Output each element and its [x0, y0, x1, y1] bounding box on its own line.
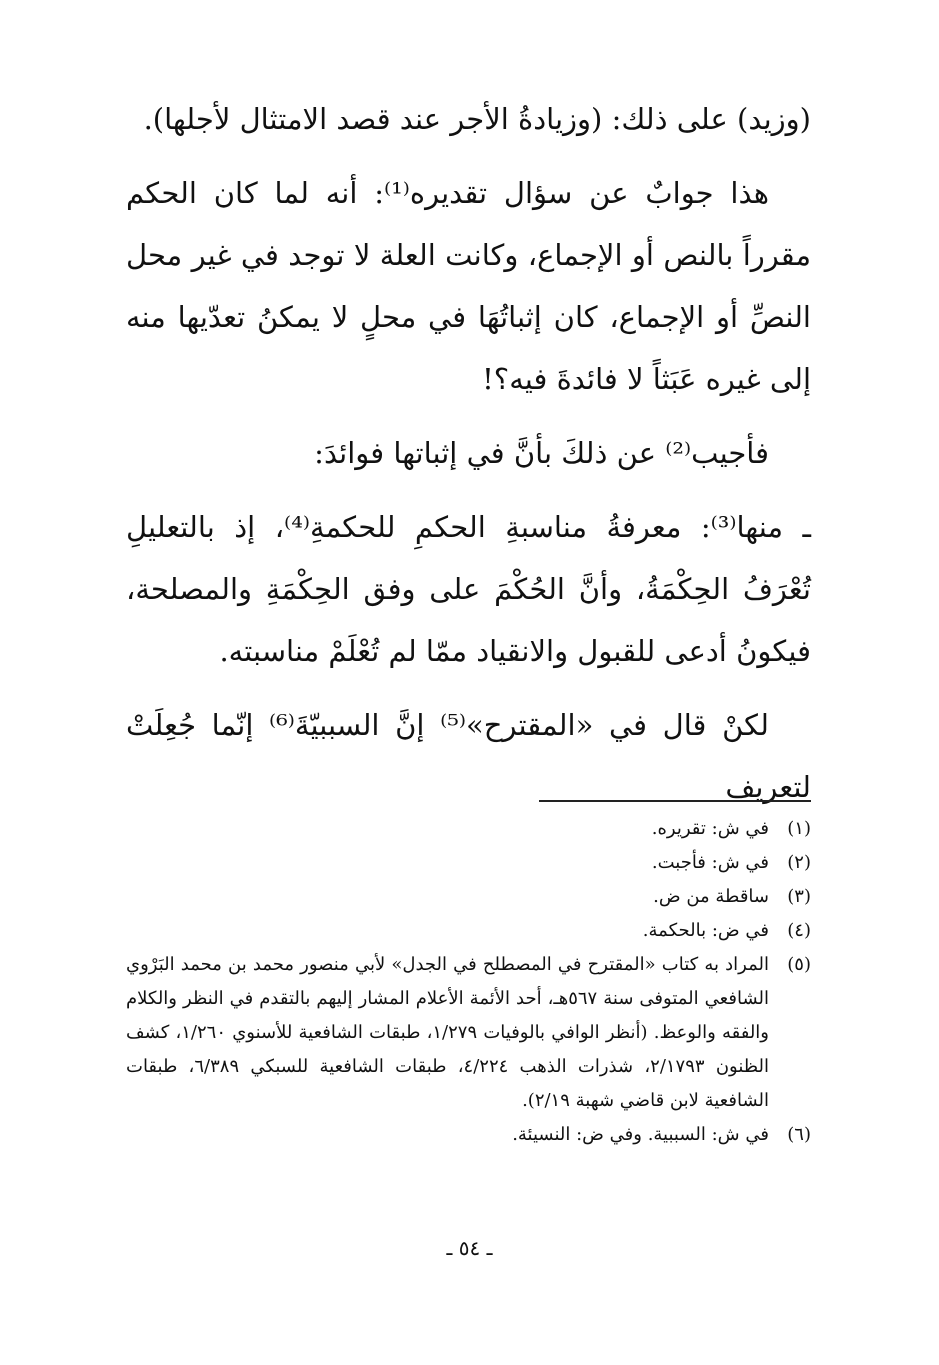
paragraph-3: فأجيب⁽²⁾ عن ذلكَ بأنَّ في إثباتها فوائدَ:: [314, 436, 769, 470]
footnote: [126, 880, 811, 914]
footnote-text: في ش: فأجبت.: [651, 852, 769, 873]
footnote-number: (١): [787, 818, 811, 839]
footnote-number: (٦): [787, 1124, 811, 1145]
footnote-text: ساقطة من ض.: [653, 886, 769, 907]
paragraph-4: ـ منها⁽³⁾: معرفةُ مناسبةِ الحكمِ للحكمةِ⁽⁴⁾، إذ بالتعليلِ تُعْرَفُ الحِكْمَةُ، وأنَّ الحُكْمَ على وفق الحِكْمَةِ والمصلحة، فيكونُ أدعى للقبول والانقياد ممّا لم تُعْلَمْ مناسبته.: [126, 510, 811, 668]
footnote-separator: [539, 800, 811, 802]
footnote: [126, 1118, 811, 1152]
footnote-number: (٤): [787, 920, 811, 941]
footnote-number: (٢): [787, 852, 811, 873]
footnote: [126, 846, 811, 880]
footnote-number: (٣): [787, 886, 811, 907]
paragraph-5: لكنْ قال في «المقترح»⁽⁵⁾ إنَّ السببيّةَ⁽⁶⁾ إنّما جُعِلَتْ لتعريف: [126, 708, 811, 804]
footnote: [126, 812, 811, 846]
paragraph-1: (وزيد) على ذلك: (وزيادةُ الأجر عند قصد الامتثال لأجلها).: [143, 102, 811, 136]
footnote: [126, 948, 811, 1118]
footnote-text: في ش: السببية. وفي ض: النسيئة.: [512, 1124, 769, 1145]
main-text: [126, 88, 811, 818]
footnote-text: في ض: بالحكمة.: [642, 920, 769, 941]
footnote: [126, 914, 811, 948]
footnote-text: في ش: تقريره.: [651, 818, 769, 839]
page-number: ـ ٥٤ ـ: [446, 1236, 493, 1260]
paragraph-2: هذا جوابٌ عن سؤال تقديره⁽¹⁾: أنه لما كان الحكم مقرراً بالنص أو الإجماع، وكانت العلة لا توجد في غير محل النصِّ أو الإجماع، كان إثباتُهَا في محلٍ لا يمكنُ تعدّيها منه إلى غيره عَبَثاً لا فائدةَ فيه؟!: [126, 176, 811, 396]
footnotes: [126, 812, 811, 1152]
footnote-number: (٥): [787, 954, 811, 975]
footnote-text: المراد به كتاب «المقترح في المصطلح في الجدل» لأبي منصور محمد بن محمد البَرْوي الشافعي المتوفى سنة ٥٦٧هـ، أحد الأئمة الأعلام المشار إليهم بالتقدم في النظر والكلام والفقه والوعظ. (أنظر الوافي بالوفيات ١/٢٧٩، طبقات الشافعية للأسنوي ١/٢٦٠، كشف الظنون ٢/١٧٩٣، شذرات الذهب ٤/٢٢٤، طبقات الشافعية للسبكي ٦/٣٨٩، طبقات الشافعية لابن قاضي شهبة ٢/١٩).: [126, 954, 770, 1111]
